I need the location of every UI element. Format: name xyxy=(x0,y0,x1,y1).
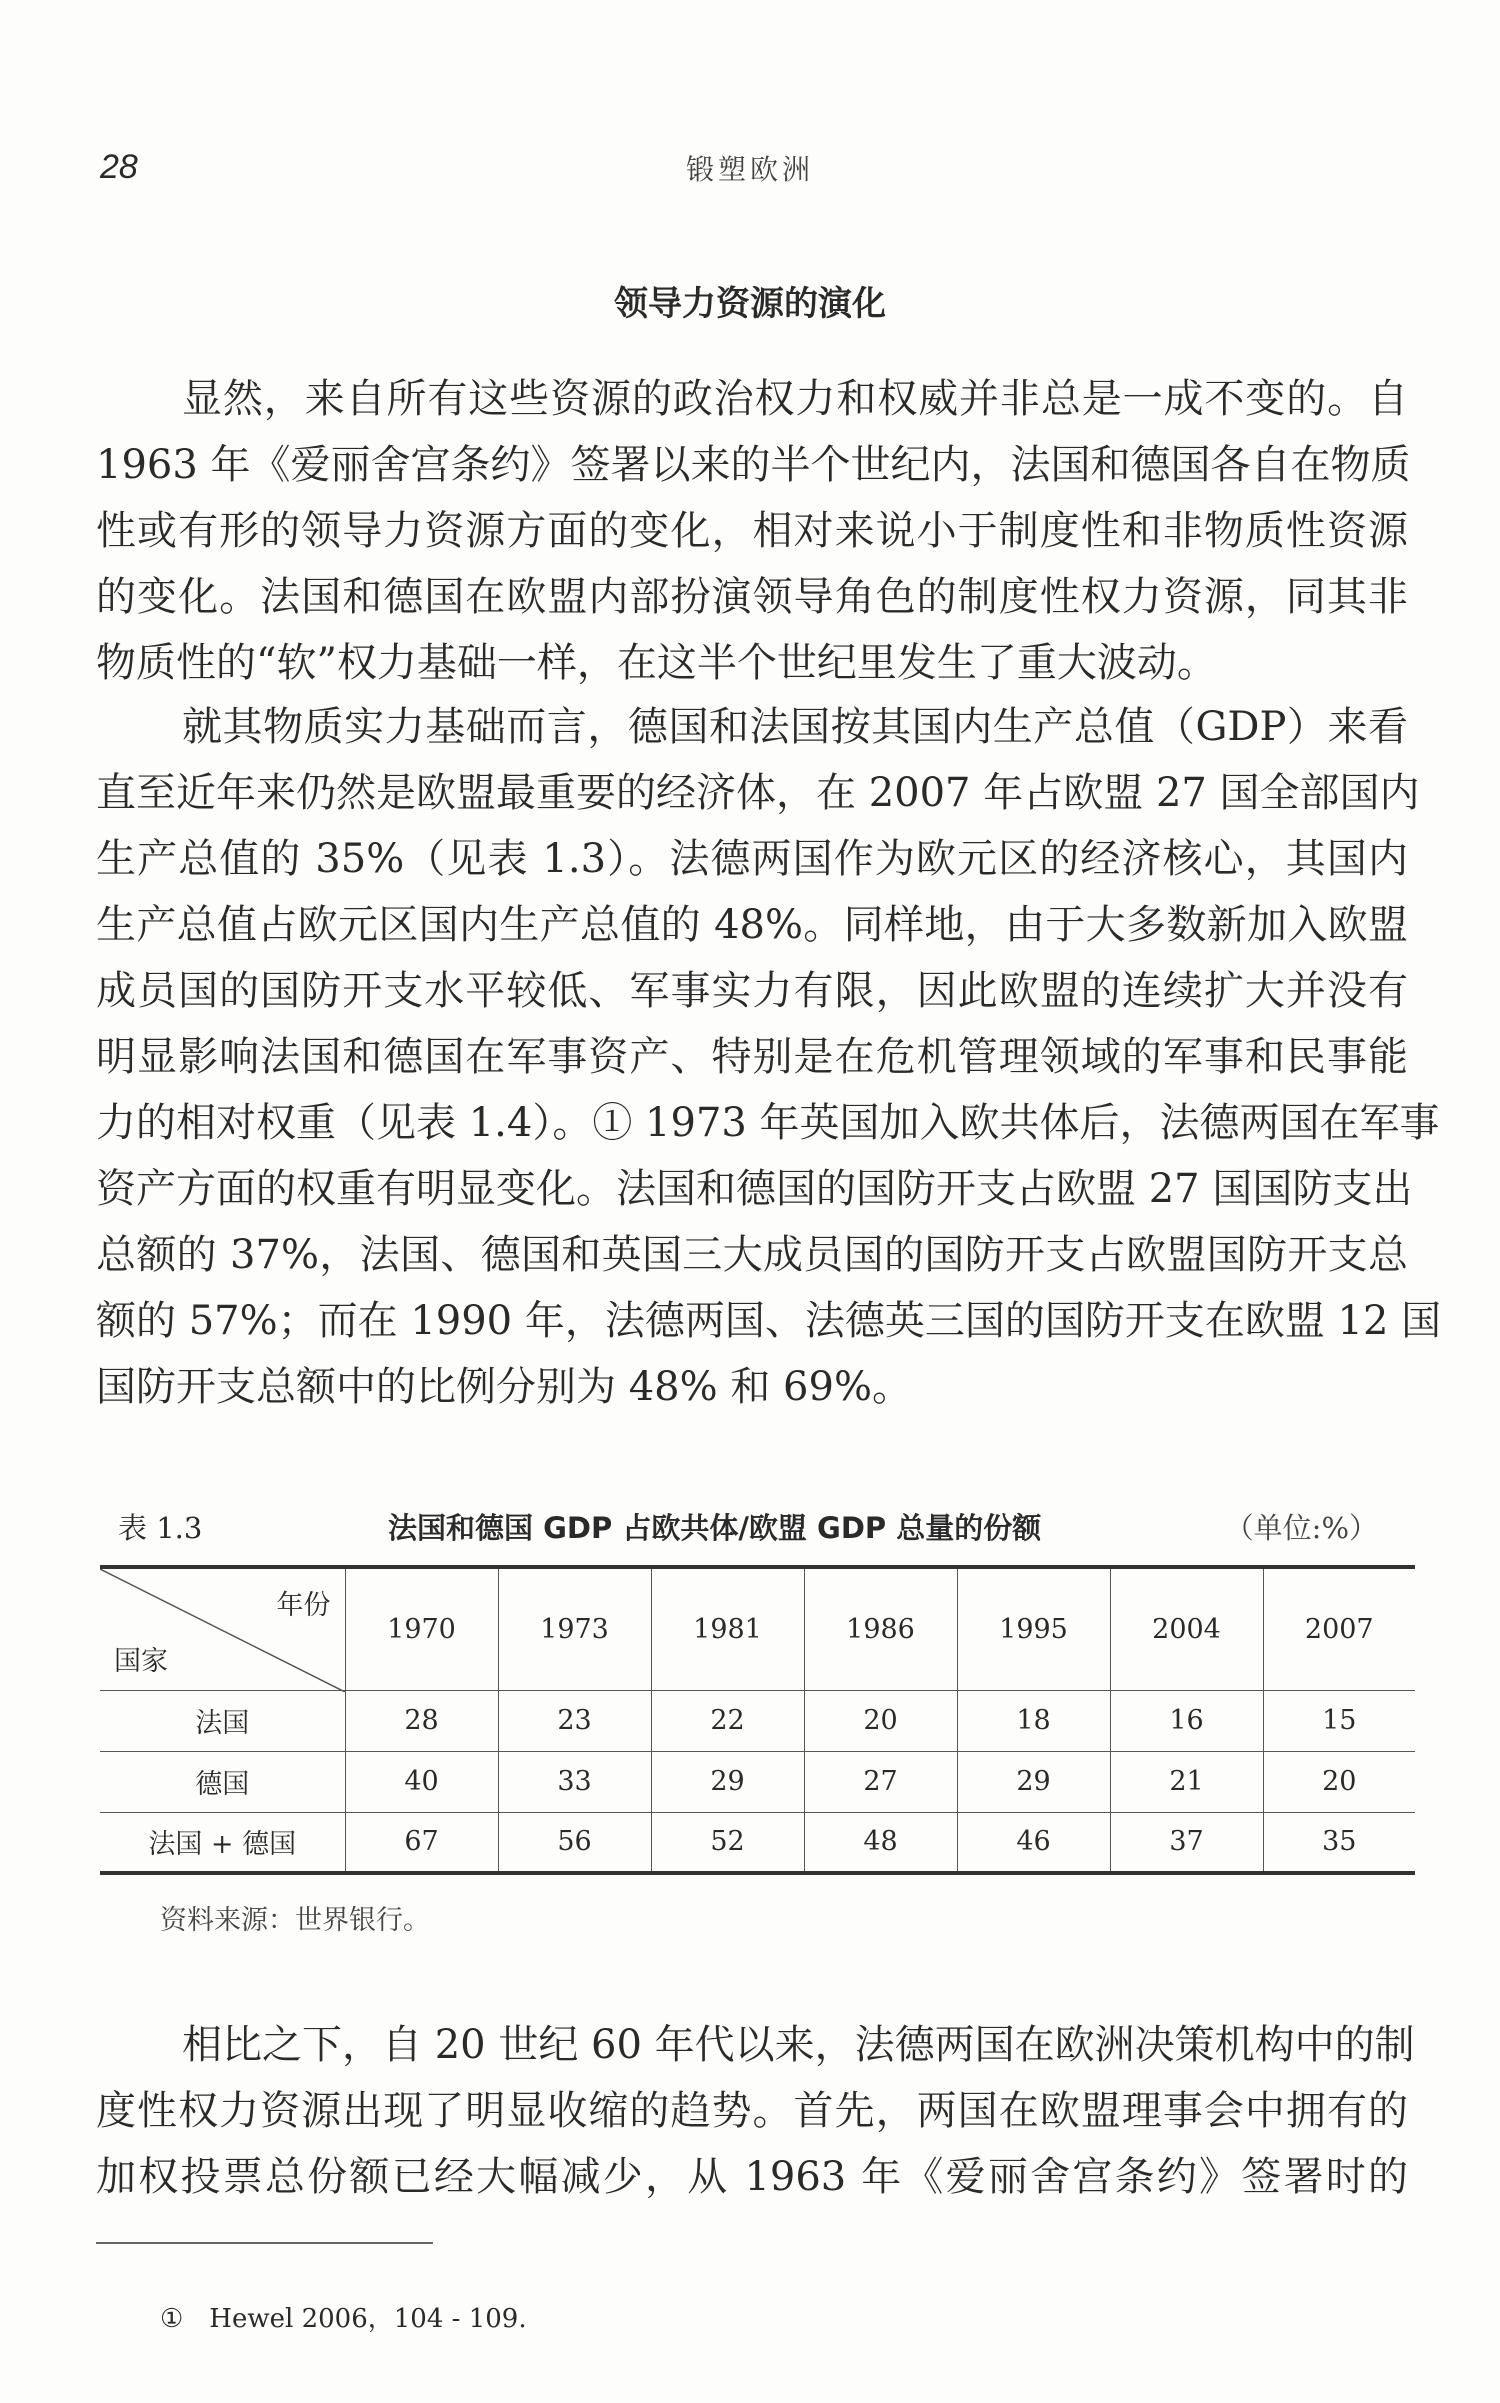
value-cell: 46 xyxy=(957,1812,1110,1873)
value-cell: 21 xyxy=(1110,1751,1263,1812)
paragraph-3 xyxy=(96,2012,1415,2210)
text-line: 物质性的“软”权力基础一样，在这半个世纪里发生了重大波动。 xyxy=(96,640,1217,686)
value-cell: 52 xyxy=(651,1812,804,1873)
text-line: 度性权力资源出现了明显收缩的趋势。首先，两国在欧盟理事会中拥有的 xyxy=(96,2088,1408,2134)
text-line: 1963 年《爱丽舍宫条约》签署以来的半个世纪内，法国和德国各自在物质 xyxy=(96,442,1411,488)
value-cell: 67 xyxy=(345,1812,498,1873)
text-line: 力的相对权重（见表 1.4）。① 1973 年英国加入欧共体后，法德两国在军事 xyxy=(96,1100,1440,1146)
footnote: ① Hewel 2006，104 - 109. xyxy=(160,2304,527,2334)
country-cell: 德国 xyxy=(195,1769,250,1800)
value-cell: 27 xyxy=(804,1751,957,1812)
value-cell: 20 xyxy=(1263,1751,1415,1812)
value-cell: 23 xyxy=(498,1690,651,1751)
page-number: 28 xyxy=(100,148,138,186)
text-line: 明显影响法国和德国在军事资产、特别是在危机管理领域的军事和民事能 xyxy=(96,1034,1408,1080)
footnote-divider xyxy=(96,2242,433,2244)
text-line: 就其物质实力基础而言，德国和法国按其国内生产总值（GDP）来看 xyxy=(182,704,1408,750)
text-line: 国防开支总额中的比例分别为 48% 和 69%。 xyxy=(96,1364,912,1410)
running-title: 锻塑欧洲 xyxy=(685,153,814,186)
gdp-share-table xyxy=(100,1565,1415,1875)
value-cell: 40 xyxy=(345,1751,498,1812)
table-title: 法国和德国 GDP 占欧共体/欧盟 GDP 总量的份额 xyxy=(388,1511,1042,1545)
year-header: 2007 xyxy=(1263,1567,1415,1690)
value-cell: 28 xyxy=(345,1690,498,1751)
paragraph-1 xyxy=(96,366,1411,696)
text-line: 资产方面的权重有明显变化。法国和德国的国防开支占欧盟 27 国国防支出 xyxy=(96,1166,1413,1212)
value-cell: 15 xyxy=(1263,1690,1415,1751)
table-unit: （单位:%） xyxy=(1224,1511,1378,1545)
text-line: 总额的 37%，法国、德国和英国三大成员国的国防开支占欧盟国防开支总 xyxy=(96,1232,1408,1278)
value-cell: 29 xyxy=(957,1751,1110,1812)
paragraph-2 xyxy=(96,694,1442,1420)
year-header: 1986 xyxy=(804,1567,957,1690)
text-line: 生产总值的 35%（见表 1.3）。法德两国作为欧元区的经济核心，其国内 xyxy=(96,836,1408,882)
value-cell: 37 xyxy=(1110,1812,1263,1873)
year-header: 1973 xyxy=(498,1567,651,1690)
text-line: 性或有形的领导力资源方面的变化，相对来说小于制度性和非物质性资源 xyxy=(96,508,1408,554)
value-cell: 48 xyxy=(804,1812,957,1873)
text-line: 相比之下，自 20 世纪 60 年代以来，法德两国在欧洲决策机构中的制 xyxy=(182,2022,1415,2068)
table-caption xyxy=(118,1506,1378,1546)
value-cell: 16 xyxy=(1110,1690,1263,1751)
value-cell: 35 xyxy=(1263,1812,1415,1873)
value-cell: 56 xyxy=(498,1812,651,1873)
text-line: 的变化。法国和德国在欧盟内部扮演领导角色的制度性权力资源，同其非 xyxy=(96,574,1408,620)
country-cell: 法国 + 德国 xyxy=(148,1829,297,1861)
value-cell: 22 xyxy=(651,1690,804,1751)
value-cell: 18 xyxy=(957,1690,1110,1751)
text-line: 生产总值占欧元区国内生产总值的 48%。同样地，由于大多数新加入欧盟 xyxy=(96,902,1408,948)
table-row xyxy=(100,1690,1415,1751)
table-source: 资料来源：世界银行。 xyxy=(160,1905,430,1936)
table-number: 表 1.3 xyxy=(118,1511,203,1545)
country-cell: 法国 xyxy=(195,1708,250,1739)
section-title: 领导力资源的演化 xyxy=(614,284,886,324)
text-line: 额的 57%；而在 1990 年，法德两国、法德英三国的国防开支在欧盟 12 国 xyxy=(96,1298,1442,1344)
corner-cell xyxy=(100,1567,345,1690)
year-header: 1981 xyxy=(651,1567,804,1690)
value-cell: 29 xyxy=(651,1751,804,1812)
table-header-row xyxy=(100,1567,1415,1690)
text-line: 直至近年来仍然是欧盟最重要的经济体，在 2007 年占欧盟 27 国全部国内 xyxy=(96,770,1420,816)
year-header: 1970 xyxy=(345,1567,498,1690)
year-header: 1995 xyxy=(957,1567,1110,1690)
table-row xyxy=(100,1751,1415,1812)
corner-year-label: 年份 xyxy=(276,1590,331,1621)
corner-country-label: 国家 xyxy=(114,1645,168,1677)
text-line: 显然，来自所有这些资源的政治权力和权威并非总是一成不变的。自 xyxy=(182,376,1408,422)
value-cell: 33 xyxy=(498,1751,651,1812)
year-header: 2004 xyxy=(1110,1567,1263,1690)
table-row xyxy=(100,1812,1415,1873)
value-cell: 20 xyxy=(804,1690,957,1751)
text-line: 成员国的国防开支水平较低、军事实力有限，因此欧盟的连续扩大并没有 xyxy=(96,968,1408,1014)
text-line: 加权投票总份额已经大幅减少，从 1963 年《爱丽舍宫条约》签署时的 xyxy=(96,2154,1408,2200)
